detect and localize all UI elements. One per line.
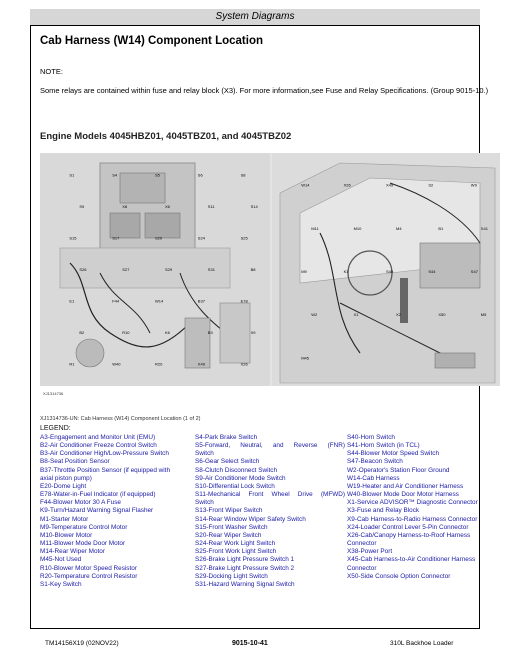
callout-label: X49	[197, 361, 205, 367]
legend-item: Switch	[195, 499, 214, 507]
legend-item: M10-Blower Motor	[40, 531, 93, 539]
legend-item: S24-Rear Work Light Switch	[195, 540, 276, 548]
legend-item: W19-Heater and Air Conditioner Harness	[347, 482, 464, 490]
callout-label: X50	[438, 312, 446, 318]
legend-item: X50-Side Console Option Connector	[347, 572, 451, 580]
callout-label: B37	[197, 298, 205, 304]
legend-item: S41-Horn Switch (in TCL)	[347, 442, 420, 450]
legend-item: M9-Temperature Control Motor	[40, 523, 128, 531]
callout-label: X1	[353, 312, 359, 318]
callout-label: W14	[301, 182, 310, 188]
legend-item: S44-Blower Motor Speed Switch	[347, 450, 439, 458]
callout-label: X49	[386, 182, 394, 188]
callout-label: B2	[79, 329, 85, 335]
engine-models-heading: Engine Models 4045HBZ01, 4045TBZ01, and 4045TBZ02	[40, 131, 292, 142]
callout-label: S4	[112, 172, 118, 178]
callout-label: X9	[250, 329, 256, 335]
legend-item: axial piston pump)	[40, 474, 92, 482]
legend-item: X38-Power Port	[347, 548, 393, 556]
footer-page-number: 9015-10-41	[232, 640, 268, 647]
legend-item: S26-Brake Light Pressure Switch 1	[195, 556, 295, 564]
callout-label: B8	[250, 267, 256, 272]
legend-item: S47-Beacon Switch	[347, 458, 403, 466]
legend-item: S8-Clutch Disconnect Switch	[195, 466, 278, 474]
callout-label: S40	[386, 269, 394, 274]
legend-item: S10-Differential Lock Switch	[195, 482, 275, 490]
callout-label: X26	[240, 361, 248, 367]
legend-item: S6-Gear Select Switch	[195, 458, 260, 466]
legend-item: M11-Blower Mode Door Motor	[40, 540, 126, 548]
legend-item: X26-Cab/Canopy Harness-to-Roof Harness	[347, 531, 471, 539]
harness-illustration	[40, 153, 500, 386]
callout-label: K1	[343, 269, 349, 274]
callout-label: S9	[79, 204, 85, 210]
section-header	[30, 9, 480, 25]
component-location-figure	[40, 153, 500, 386]
legend-item: S14-Rear Window Wiper Safety Switch	[195, 515, 306, 523]
callout-label: W9	[470, 182, 477, 188]
callout-label: M11	[311, 225, 319, 231]
callout-label: S47	[470, 269, 478, 274]
callout-label: R1	[69, 361, 75, 367]
callout-label: B3	[207, 329, 213, 335]
legend-column-1	[40, 434, 192, 589]
legend-item: S40-Horn Switch	[347, 434, 395, 441]
callout-label: S5	[155, 172, 160, 178]
callout-label: S26	[79, 267, 87, 272]
callout-label: E1	[69, 298, 75, 304]
figure-caption: XJ1314736-UN: Cab Harness (W14) Component Location (1 of 2)	[40, 416, 201, 422]
section-header-title: System Diagrams	[215, 11, 295, 22]
callout-label: S15	[69, 235, 77, 241]
callout-label: S2	[428, 182, 434, 188]
callout-label: S31	[207, 267, 215, 272]
callout-label: M10	[353, 225, 362, 231]
legend-item: R10-Blower Motor Speed Resistor	[40, 564, 137, 572]
callout-label: M5	[480, 312, 487, 318]
footer-doc-id: TM14156X19 (02NOV22)	[45, 640, 119, 647]
callout-label: S20	[155, 235, 163, 241]
legend-item: R20-Temperature Control Resistor	[40, 572, 138, 580]
callout-label: M4	[396, 225, 402, 231]
callout-label: R10	[122, 329, 130, 335]
legend-item: S20-Rear Wiper Switch	[195, 531, 262, 539]
legend-item: E20-Dome Light	[40, 482, 87, 490]
callout-label: E78	[240, 298, 248, 304]
note-text: Some relays are contained within fuse and relay block (X3). For more information,see Fuse and Relay Specifications. (Group 9015-10.)	[40, 86, 489, 95]
legend-item: X24-Loader Control Lever 5-Pin Connector	[347, 523, 469, 531]
legend-item: X9-Cab Harness-to-Radio Harness Connector	[347, 515, 478, 523]
legend-item: W2-Operator's Station Floor Ground	[347, 466, 450, 474]
legend-item: S25-Front Work Light Switch	[195, 548, 277, 556]
callout-label: S17	[112, 235, 120, 241]
legend-item: S29-Docking Light Switch	[195, 572, 268, 580]
legend-item: S5-Forward, Neutral, and Reverse (FNR)	[195, 442, 345, 450]
legend-item: B8-Seat Position Sensor	[40, 458, 110, 466]
callout-label: X6	[165, 204, 170, 210]
legend-item: Connector	[347, 564, 377, 572]
callout-label: S24	[197, 235, 205, 241]
legend-item: M1-Starter Motor	[40, 515, 89, 523]
callout-label: S14	[250, 204, 258, 210]
legend-item: M45-Not Used	[40, 556, 82, 564]
legend-item: S9-Air Conditioner Mode Switch	[195, 474, 286, 482]
figure-code: XJ1314736	[43, 391, 64, 396]
callout-label: B1	[438, 225, 444, 231]
callout-label: X8	[122, 204, 128, 210]
callout-label: S44	[428, 269, 436, 274]
footer-model: 310L Backhoe Loader	[390, 640, 454, 647]
legend-item: X45-Cab Harness-to-Air Conditioner Harness	[347, 556, 476, 564]
legend-item: M14-Rear Wiper Motor	[40, 548, 105, 556]
callout-label: S41	[480, 225, 488, 231]
callout-label: F44	[112, 298, 120, 304]
callout-label: S8	[240, 172, 246, 178]
legend-item: B2-Air Conditioner Freeze Control Switch	[40, 442, 157, 450]
callout-label: W40	[112, 361, 121, 367]
callout-label: R20	[155, 361, 163, 367]
legend-item: S1-Key Switch	[40, 580, 82, 588]
callout-label: S11	[207, 204, 215, 210]
legend-item: S11-Mechanical Front Wheel Drive (MFWD)	[195, 491, 345, 499]
legend-item: X1-Service ADVISOR™ Diagnostic Connector	[347, 499, 478, 507]
legend-item: K9-Turn/Hazard Warning Signal Flasher	[40, 507, 154, 515]
legend-item: E78-Water-in-Fuel Indicator (if equipped)	[40, 491, 156, 499]
legend-item: S13-Front Wiper Switch	[195, 507, 263, 515]
legend-item: W14-Cab Harness	[347, 474, 400, 482]
legend-item: S15-Front Washer Switch	[195, 523, 268, 531]
callout-label: W2	[311, 312, 318, 318]
legend-label: LEGEND:	[40, 425, 71, 432]
legend-item: F44-Blower Motor 30 A Fuse	[40, 499, 121, 507]
legend-item: S4-Park Brake Switch	[195, 434, 258, 441]
page-title: Cab Harness (W14) Component Location	[40, 35, 263, 47]
note-label: NOTE:	[40, 67, 63, 76]
callout-label: K6	[165, 329, 170, 335]
legend-column-2	[195, 434, 345, 589]
callout-label: X2	[396, 312, 401, 318]
legend-item: W40-Blower Mode Door Motor Harness	[347, 491, 459, 499]
legend-item: S27-Brake Light Pressure Switch 2	[195, 564, 295, 572]
legend-item: A3-Engagement and Monitor Unit (EMU)	[40, 434, 156, 441]
legend-item: X3-Fuse and Relay Block	[347, 507, 420, 515]
callout-label: S25	[240, 235, 248, 241]
callout-label: S27	[122, 267, 130, 272]
legend-item: S31-Hazard Warning Signal Switch	[195, 580, 295, 588]
legend-column-3	[347, 434, 499, 581]
legend-item: Switch	[195, 450, 214, 458]
callout-label: M9	[301, 269, 307, 274]
callout-label: S29	[165, 267, 173, 272]
legend-item: B37-Throttle Position Sensor (if equipped with	[40, 466, 171, 474]
legend-item: Connector	[347, 540, 377, 548]
callout-label: M45	[301, 355, 309, 361]
legend-item: B3-Air Conditioner High/Low-Pressure Switch	[40, 450, 169, 458]
callout-label: S6	[197, 172, 203, 178]
callout-label: S1	[69, 172, 75, 178]
callout-label: X26	[343, 182, 351, 188]
callout-label: W14	[155, 298, 164, 304]
